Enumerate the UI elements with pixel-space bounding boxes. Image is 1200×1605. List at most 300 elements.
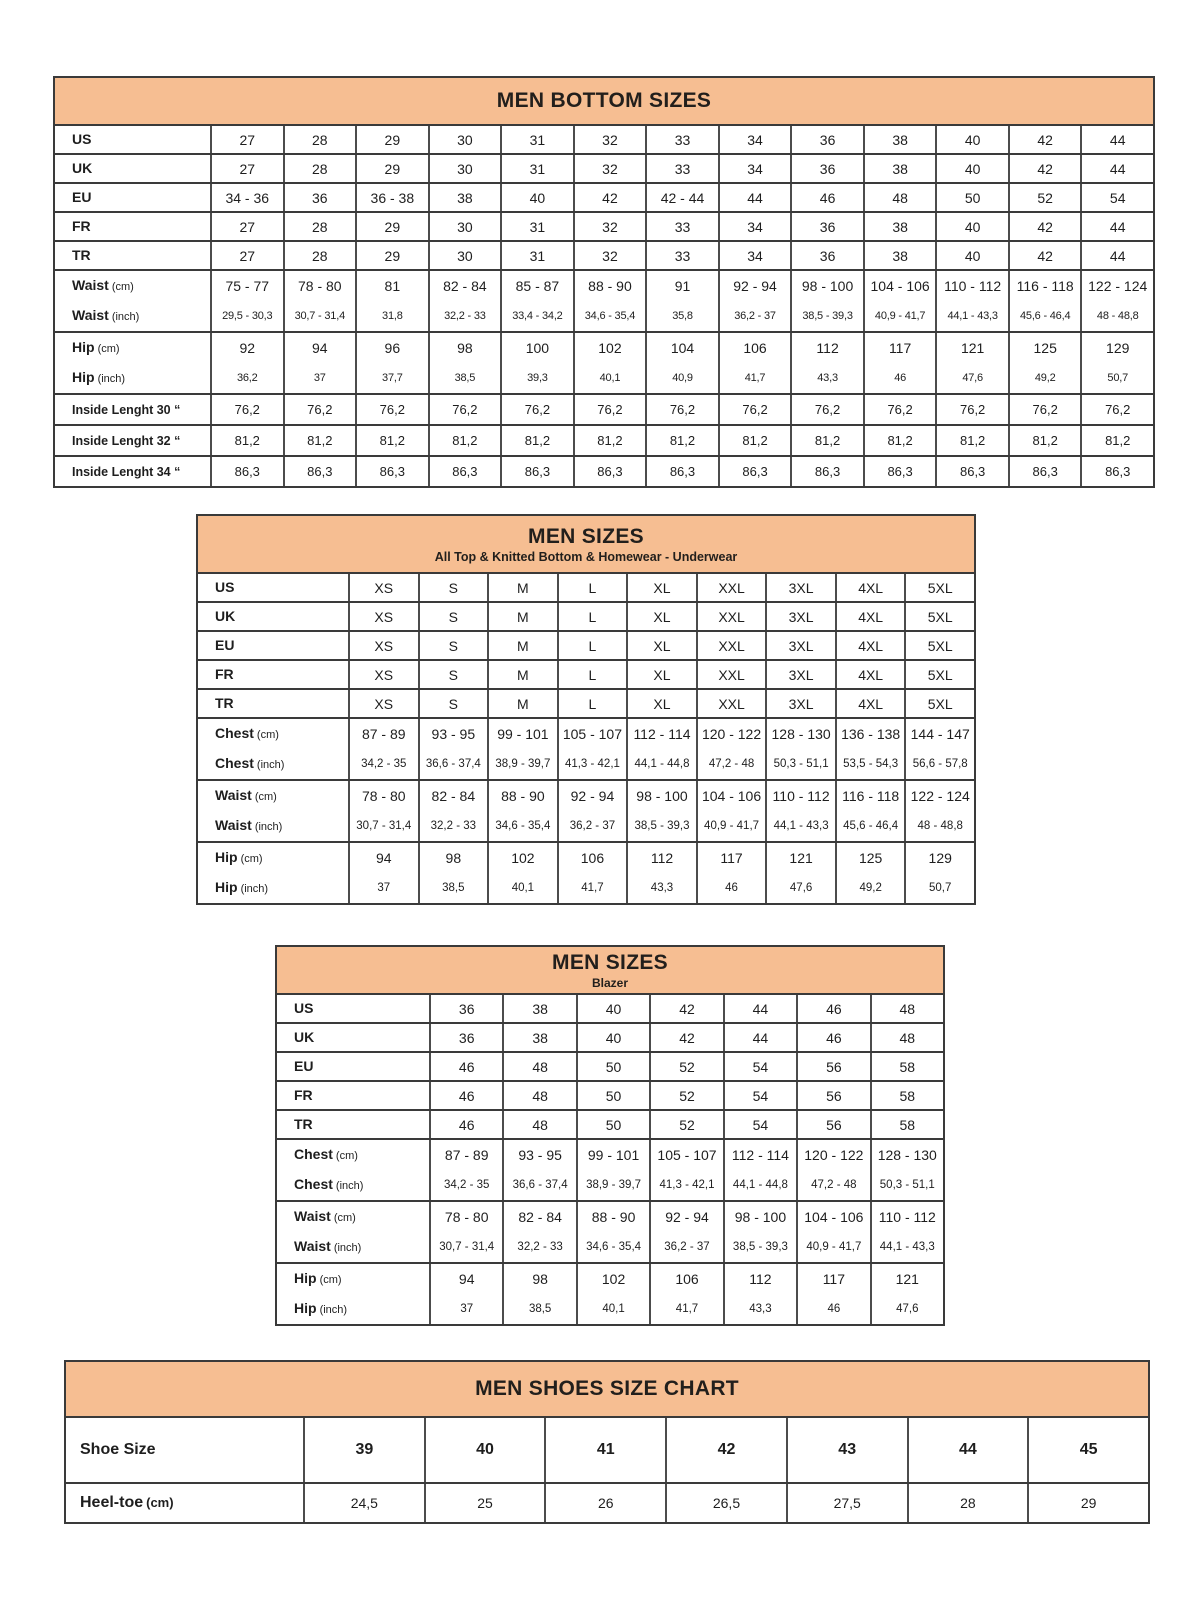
value-cell: 93 - 95 xyxy=(502,1140,575,1170)
table-row xyxy=(198,749,974,779)
value-cell: 45,6 - 46,4 xyxy=(1008,301,1081,331)
value-cell: 92 - 94 xyxy=(718,271,791,301)
value-cell: 28 xyxy=(283,155,356,182)
row-label: Waist (inch) xyxy=(294,1238,362,1254)
value-cell: 42 xyxy=(665,1418,786,1482)
value-cell: 87 - 89 xyxy=(348,719,418,749)
value-cell: 49,2 xyxy=(1008,363,1081,393)
row-label: EU xyxy=(294,1057,314,1074)
value-cell: 27 xyxy=(210,242,283,269)
value-cell: 38 xyxy=(863,155,936,182)
value-cell: 32 xyxy=(573,126,646,153)
value-cell: 81,2 xyxy=(283,426,356,455)
table-row xyxy=(55,155,1153,182)
value-cell: 44 xyxy=(1080,242,1153,269)
value-cell: 88 - 90 xyxy=(573,271,646,301)
value-cell: 37 xyxy=(429,1294,502,1324)
row-group xyxy=(277,1022,943,1051)
value-cell: 4XL xyxy=(835,632,905,659)
value-cell: 33,4 - 34,2 xyxy=(500,301,573,331)
value-cell: 100 xyxy=(500,333,573,363)
row-group xyxy=(55,424,1153,455)
row-label: US xyxy=(294,999,314,1016)
value-cell: 46 xyxy=(429,1111,502,1138)
value-cell: 96 xyxy=(355,333,428,363)
row-group xyxy=(55,211,1153,240)
value-cell: XS xyxy=(348,661,418,688)
value-cell: 46 xyxy=(429,1053,502,1080)
value-cell: 38 xyxy=(863,213,936,240)
value-cell: XXL xyxy=(696,574,766,601)
value-cell: 86,3 xyxy=(355,457,428,486)
value-cell: 42 xyxy=(649,995,722,1022)
value-cell: 86,3 xyxy=(283,457,356,486)
value-cell: 144 - 147 xyxy=(904,719,974,749)
value-cell: 4XL xyxy=(835,661,905,688)
value-cell: 86,3 xyxy=(863,457,936,486)
value-cell: 3XL xyxy=(765,690,835,717)
value-cell: 76,2 xyxy=(718,395,791,424)
row-label: UK xyxy=(72,159,93,176)
value-cell: 34 xyxy=(718,155,791,182)
value-cell: 40,9 xyxy=(645,363,718,393)
row-group xyxy=(277,1080,943,1109)
row-label: TR xyxy=(215,694,234,711)
value-cell: 31 xyxy=(500,213,573,240)
value-cell: 36,6 - 37,4 xyxy=(502,1170,575,1200)
value-cell: 48 xyxy=(870,995,943,1022)
value-cell: 45 xyxy=(1027,1418,1148,1482)
value-cell: 25 xyxy=(424,1484,545,1522)
value-cell: 43,3 xyxy=(790,363,863,393)
value-cell: 34,6 - 35,4 xyxy=(573,301,646,331)
value-cell: 44 xyxy=(723,1024,796,1051)
value-cell: 50 xyxy=(576,1111,649,1138)
value-cell: 76,2 xyxy=(573,395,646,424)
value-cell: 81,2 xyxy=(935,426,1008,455)
value-cell: 112 - 114 xyxy=(723,1140,796,1170)
row-label: Hip (inch) xyxy=(294,1300,348,1316)
value-cell: 34 xyxy=(718,242,791,269)
value-cell: 86,3 xyxy=(573,457,646,486)
value-cell: 86,3 xyxy=(790,457,863,486)
table-row xyxy=(198,781,974,811)
row-group xyxy=(55,153,1153,182)
value-cell: 121 xyxy=(935,333,1008,363)
value-cell: 34 xyxy=(718,213,791,240)
table-row xyxy=(198,603,974,630)
value-cell: XXL xyxy=(696,603,766,630)
value-cell: 40,9 - 41,7 xyxy=(863,301,936,331)
value-cell: 41,7 xyxy=(557,873,627,903)
men-sizes-top-table xyxy=(196,514,976,905)
value-cell: 98 - 100 xyxy=(723,1202,796,1232)
value-cell: XL xyxy=(626,661,696,688)
row-group xyxy=(198,601,974,630)
value-cell: 81,2 xyxy=(1008,426,1081,455)
value-cell: 39 xyxy=(303,1418,424,1482)
value-cell: 47,6 xyxy=(765,873,835,903)
table-row xyxy=(277,1232,943,1262)
table-body xyxy=(277,995,943,1324)
table-row xyxy=(55,395,1153,424)
value-cell: 36,2 xyxy=(210,363,283,393)
value-cell: 37 xyxy=(348,873,418,903)
value-cell: 41 xyxy=(544,1418,665,1482)
value-cell: 102 xyxy=(573,333,646,363)
value-cell: 82 - 84 xyxy=(418,781,488,811)
value-cell: 48 xyxy=(502,1111,575,1138)
value-cell: XXL xyxy=(696,690,766,717)
value-cell: 40 xyxy=(576,995,649,1022)
value-cell: 33 xyxy=(645,126,718,153)
value-cell: 34,2 - 35 xyxy=(429,1170,502,1200)
value-cell: 43,3 xyxy=(626,873,696,903)
value-cell: 99 - 101 xyxy=(487,719,557,749)
value-cell: 36 xyxy=(790,242,863,269)
value-cell: 122 - 124 xyxy=(1080,271,1153,301)
value-cell: 33 xyxy=(645,242,718,269)
value-cell: 86,3 xyxy=(1008,457,1081,486)
value-cell: 102 xyxy=(576,1264,649,1294)
value-cell: 40,1 xyxy=(573,363,646,393)
table-row xyxy=(277,1170,943,1200)
value-cell: 27 xyxy=(210,213,283,240)
row-group xyxy=(55,126,1153,153)
value-cell: 86,3 xyxy=(210,457,283,486)
value-cell: 44,1 - 44,8 xyxy=(723,1170,796,1200)
value-cell: 26,5 xyxy=(665,1484,786,1522)
row-label: FR xyxy=(294,1086,313,1103)
value-cell: 38 xyxy=(502,995,575,1022)
value-cell: 86,3 xyxy=(500,457,573,486)
value-cell: 40 xyxy=(935,242,1008,269)
value-cell: 81,2 xyxy=(718,426,791,455)
value-cell: 38,5 - 39,3 xyxy=(723,1232,796,1262)
value-cell: 35,8 xyxy=(645,301,718,331)
table-row xyxy=(277,1264,943,1294)
value-cell: 29 xyxy=(355,242,428,269)
value-cell: XS xyxy=(348,574,418,601)
value-cell: 36,2 - 37 xyxy=(557,811,627,841)
value-cell: 112 xyxy=(790,333,863,363)
value-cell: 54 xyxy=(723,1082,796,1109)
value-cell: 44 xyxy=(907,1418,1028,1482)
value-cell: 49,2 xyxy=(835,873,905,903)
value-cell: 40,9 - 41,7 xyxy=(796,1232,869,1262)
table-row xyxy=(277,1202,943,1232)
value-cell: 78 - 80 xyxy=(348,781,418,811)
value-cell: 40,1 xyxy=(487,873,557,903)
value-cell: 50,3 - 51,1 xyxy=(870,1170,943,1200)
value-cell: 78 - 80 xyxy=(429,1202,502,1232)
value-cell: 81,2 xyxy=(210,426,283,455)
value-cell: 81,2 xyxy=(863,426,936,455)
value-cell: 121 xyxy=(870,1264,943,1294)
value-cell: 48 xyxy=(502,1053,575,1080)
value-cell: 44 xyxy=(1080,213,1153,240)
value-cell: 125 xyxy=(835,843,905,873)
value-cell: 112 xyxy=(723,1264,796,1294)
table-row xyxy=(198,661,974,688)
value-cell: 44 xyxy=(723,995,796,1022)
value-cell: 52 xyxy=(649,1111,722,1138)
value-cell: 32 xyxy=(573,155,646,182)
value-cell: 81,2 xyxy=(790,426,863,455)
value-cell: S xyxy=(418,574,488,601)
row-label: Hip (cm) xyxy=(215,849,263,865)
value-cell: 46 xyxy=(790,184,863,211)
row-group xyxy=(198,779,974,841)
value-cell: 38 xyxy=(428,184,501,211)
value-cell: 52 xyxy=(649,1053,722,1080)
row-label: Inside Lenght 32 “ xyxy=(72,433,181,448)
value-cell: 38,9 - 39,7 xyxy=(576,1170,649,1200)
value-cell: 120 - 122 xyxy=(796,1140,869,1170)
value-cell: 29 xyxy=(355,126,428,153)
value-cell: 3XL xyxy=(765,632,835,659)
value-cell: 76,2 xyxy=(935,395,1008,424)
value-cell: 30 xyxy=(428,155,501,182)
value-cell: L xyxy=(557,632,627,659)
value-cell: 5XL xyxy=(904,574,974,601)
value-cell: 33 xyxy=(645,213,718,240)
value-cell: 38,5 - 39,3 xyxy=(790,301,863,331)
value-cell: 86,3 xyxy=(428,457,501,486)
value-cell: 29 xyxy=(1027,1484,1148,1522)
value-cell: 50 xyxy=(576,1053,649,1080)
row-label: Waist (cm) xyxy=(72,277,134,293)
row-label: UK xyxy=(294,1028,315,1045)
row-group xyxy=(55,240,1153,269)
row-label: Waist (inch) xyxy=(72,307,140,323)
table-row xyxy=(55,457,1153,486)
value-cell: 48 xyxy=(870,1024,943,1051)
row-group xyxy=(55,393,1153,424)
value-cell: 122 - 124 xyxy=(904,781,974,811)
row-group xyxy=(55,182,1153,211)
value-cell: 30,7 - 31,4 xyxy=(283,301,356,331)
value-cell: 86,3 xyxy=(645,457,718,486)
value-cell: 58 xyxy=(870,1111,943,1138)
row-label: Heel-toe (cm) xyxy=(80,1494,174,1511)
value-cell: 48 xyxy=(502,1082,575,1109)
value-cell: 52 xyxy=(649,1082,722,1109)
value-cell: 86,3 xyxy=(1080,457,1153,486)
value-cell: 106 xyxy=(718,333,791,363)
value-cell: 91 xyxy=(645,271,718,301)
value-cell: 36 xyxy=(790,213,863,240)
value-cell: 41,7 xyxy=(649,1294,722,1324)
value-cell: 98 xyxy=(428,333,501,363)
value-cell: 42 xyxy=(1008,155,1081,182)
value-cell: 76,2 xyxy=(500,395,573,424)
value-cell: 44,1 - 43,3 xyxy=(935,301,1008,331)
value-cell: 46 xyxy=(696,873,766,903)
value-cell: 56,6 - 57,8 xyxy=(904,749,974,779)
value-cell: 76,2 xyxy=(210,395,283,424)
value-cell: 56 xyxy=(796,1053,869,1080)
value-cell: XS xyxy=(348,690,418,717)
value-cell: 56 xyxy=(796,1082,869,1109)
value-cell: 46 xyxy=(796,1294,869,1324)
row-group xyxy=(198,841,974,903)
value-cell: 81,2 xyxy=(500,426,573,455)
value-cell: 46 xyxy=(796,995,869,1022)
value-cell: 94 xyxy=(429,1264,502,1294)
value-cell: 27 xyxy=(210,155,283,182)
row-label: Hip (cm) xyxy=(72,339,120,355)
value-cell: 53,5 - 54,3 xyxy=(835,749,905,779)
value-cell: 105 - 107 xyxy=(557,719,627,749)
value-cell: 3XL xyxy=(765,661,835,688)
value-cell: 40 xyxy=(500,184,573,211)
value-cell: 75 - 77 xyxy=(210,271,283,301)
value-cell: 76,2 xyxy=(790,395,863,424)
value-cell: 37 xyxy=(283,363,356,393)
value-cell: 48 xyxy=(863,184,936,211)
value-cell: 32,2 - 33 xyxy=(428,301,501,331)
table-row xyxy=(277,1024,943,1051)
value-cell: 117 xyxy=(796,1264,869,1294)
value-cell: 81,2 xyxy=(1080,426,1153,455)
value-cell: 47,6 xyxy=(870,1294,943,1324)
row-group xyxy=(198,688,974,717)
table-row xyxy=(66,1418,1148,1482)
value-cell: 106 xyxy=(649,1264,722,1294)
value-cell: 54 xyxy=(723,1111,796,1138)
value-cell: 40,9 - 41,7 xyxy=(696,811,766,841)
value-cell: 4XL xyxy=(835,690,905,717)
value-cell: 41,3 - 42,1 xyxy=(557,749,627,779)
value-cell: 106 xyxy=(557,843,627,873)
value-cell: 104 xyxy=(645,333,718,363)
value-cell: 36 xyxy=(429,995,502,1022)
value-cell: 27,5 xyxy=(786,1484,907,1522)
value-cell: 98 xyxy=(418,843,488,873)
row-label: Inside Lenght 34 “ xyxy=(72,464,181,479)
value-cell: 42 xyxy=(573,184,646,211)
value-cell: 129 xyxy=(904,843,974,873)
row-group xyxy=(198,574,974,601)
value-cell: 104 - 106 xyxy=(863,271,936,301)
row-label: EU xyxy=(215,636,235,653)
value-cell: 112 - 114 xyxy=(626,719,696,749)
table-header xyxy=(277,947,943,995)
value-cell: 38,5 xyxy=(502,1294,575,1324)
table-row xyxy=(55,213,1153,240)
value-cell: 58 xyxy=(870,1082,943,1109)
value-cell: 104 - 106 xyxy=(696,781,766,811)
value-cell: 36,2 - 37 xyxy=(718,301,791,331)
value-cell: 36 xyxy=(790,126,863,153)
table-row xyxy=(198,690,974,717)
value-cell: 47,6 xyxy=(935,363,1008,393)
value-cell: 88 - 90 xyxy=(576,1202,649,1232)
table-row xyxy=(55,333,1153,363)
value-cell: 34,6 - 35,4 xyxy=(487,811,557,841)
value-cell: 36 xyxy=(429,1024,502,1051)
value-cell: 34,6 - 35,4 xyxy=(576,1232,649,1262)
value-cell: 36 xyxy=(790,155,863,182)
table-subtitle: All Top & Knitted Bottom & Homewear - Underwear xyxy=(434,549,738,564)
row-label: Chest (cm) xyxy=(215,725,279,741)
value-cell: 116 - 118 xyxy=(835,781,905,811)
value-cell: S xyxy=(418,661,488,688)
row-label: Hip (inch) xyxy=(72,369,126,385)
value-cell: 48 - 48,8 xyxy=(904,811,974,841)
value-cell: 50,7 xyxy=(1080,363,1153,393)
value-cell: 29,5 - 30,3 xyxy=(210,301,283,331)
value-cell: 46 xyxy=(429,1082,502,1109)
men-sizes-blazer-table xyxy=(275,945,945,1326)
value-cell: 4XL xyxy=(835,574,905,601)
value-cell: 4XL xyxy=(835,603,905,630)
row-label: US xyxy=(72,130,92,147)
value-cell: 43,3 xyxy=(723,1294,796,1324)
value-cell: 30 xyxy=(428,213,501,240)
value-cell: XL xyxy=(626,690,696,717)
value-cell: L xyxy=(557,661,627,688)
value-cell: 40 xyxy=(935,213,1008,240)
value-cell: 32 xyxy=(573,242,646,269)
value-cell: 31 xyxy=(500,126,573,153)
value-cell: 98 - 100 xyxy=(626,781,696,811)
value-cell: 136 - 138 xyxy=(835,719,905,749)
value-cell: 86,3 xyxy=(718,457,791,486)
value-cell: 48 - 48,8 xyxy=(1080,301,1153,331)
value-cell: 24,5 xyxy=(303,1484,424,1522)
value-cell: 76,2 xyxy=(283,395,356,424)
value-cell: 93 - 95 xyxy=(418,719,488,749)
value-cell: 76,2 xyxy=(428,395,501,424)
row-label: FR xyxy=(215,665,234,682)
row-label: Waist (cm) xyxy=(215,787,277,803)
value-cell: 3XL xyxy=(765,574,835,601)
value-cell: 54 xyxy=(723,1053,796,1080)
row-label: UK xyxy=(215,607,236,624)
row-group xyxy=(277,1051,943,1080)
row-label: EU xyxy=(72,188,92,205)
value-cell: 110 - 112 xyxy=(870,1202,943,1232)
value-cell: 38,5 - 39,3 xyxy=(626,811,696,841)
table-row xyxy=(55,184,1153,211)
value-cell: 26 xyxy=(544,1484,665,1522)
value-cell: M xyxy=(487,632,557,659)
value-cell: 102 xyxy=(487,843,557,873)
value-cell: 34,2 - 35 xyxy=(348,749,418,779)
table-header xyxy=(198,516,974,574)
value-cell: 3XL xyxy=(765,603,835,630)
table-body xyxy=(66,1418,1148,1522)
value-cell: 50,3 - 51,1 xyxy=(765,749,835,779)
value-cell: 44,1 - 43,3 xyxy=(870,1232,943,1262)
value-cell: 128 - 130 xyxy=(870,1140,943,1170)
value-cell: 44 xyxy=(718,184,791,211)
table-title: MEN SIZES xyxy=(552,950,668,974)
row-label: Inside Lenght 30 “ xyxy=(72,402,181,417)
row-label: Chest (inch) xyxy=(294,1176,364,1192)
value-cell: 112 xyxy=(626,843,696,873)
value-cell: 94 xyxy=(348,843,418,873)
row-group xyxy=(55,455,1153,486)
value-cell: 37,7 xyxy=(355,363,428,393)
value-cell: 94 xyxy=(283,333,356,363)
value-cell: 34 xyxy=(718,126,791,153)
value-cell: 5XL xyxy=(904,690,974,717)
value-cell: 54 xyxy=(1080,184,1153,211)
value-cell: 42 xyxy=(1008,213,1081,240)
